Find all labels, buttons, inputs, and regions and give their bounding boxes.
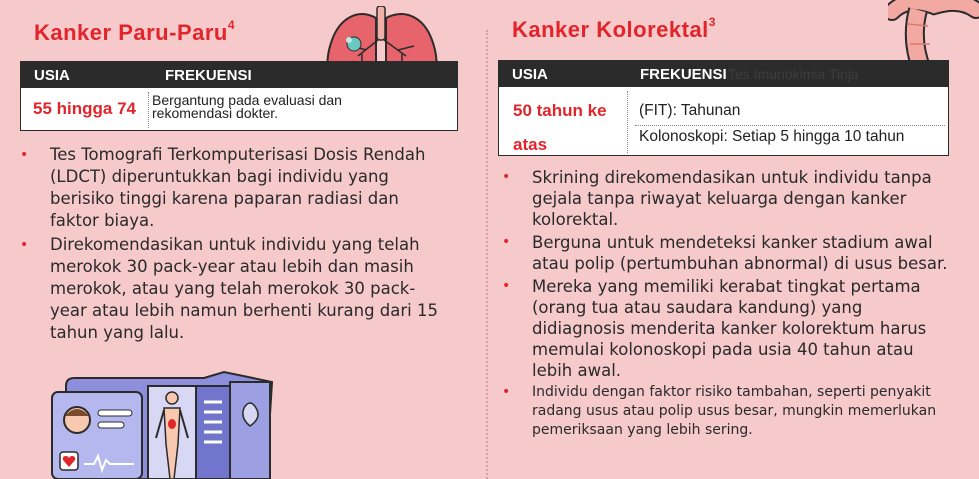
header-extra-text: Tes Imunokimia Tinja <box>728 66 859 82</box>
header-usia: USIA <box>34 67 70 84</box>
frequency-fit: (FIT): Tahunan <box>639 102 741 119</box>
age-cell-line2: atas <box>513 135 548 154</box>
header-frekuensi: FREKUENSI <box>640 66 727 83</box>
lung-table-header <box>20 61 458 87</box>
header-usia: USIA <box>512 66 548 83</box>
list-item: • Skrining direkomendasikan untuk individu tanpa gejala tanpa riwayat keluarga dengan kanker kolorektal. <box>502 167 950 230</box>
colorectal-table-row <box>498 86 949 156</box>
column-divider <box>486 30 488 479</box>
lung-cancer-title: Kanker Paru-Paru$^4$ <box>34 18 236 45</box>
list-item: • Direkomendasikan untuk individu yang telah merokok 30 pack-year atau lebih dan masih merokok, atau yang telah merokok 30 pack-year atau lebih namun berhenti kurang dari 15 tahun yang lalu. <box>20 234 450 344</box>
colorectal-table-header <box>498 60 949 86</box>
header-frekuensi: FREKUENSI <box>165 67 252 84</box>
age-cell: 55 hingga 74 <box>33 99 136 118</box>
colorectal-cancer-title: Kanker Kolorektal$^3$ <box>512 15 716 42</box>
frequency-cell: Bergantung pada evaluasi dan rekomendasi dokter. <box>152 92 342 121</box>
frequency-colonoscopy: Kolonoskopi: Setiap 5 hingga 10 tahun <box>639 128 905 145</box>
list-item: • Berguna untuk mendeteksi kanker stadium awal atau polip (pertumbuhan abnormal) di usus besar. <box>502 232 950 274</box>
list-item: • Tes Tomografi Terkomputerisasi Dosis Rendah (LDCT) diperuntukkan bagi individu yang berisiko tinggi karena paparan radiasi dan faktor biaya. <box>20 144 450 232</box>
list-item: • Individu dengan faktor risiko tambahan, seperti penyakit radang usus atau polip usus besar, mungkin memerlukan pemeriksaan yang lebih sering. <box>502 383 950 440</box>
lung-bullet-list <box>20 144 450 346</box>
medical-brochure-illustration <box>44 368 294 479</box>
colorectal-bullet-list <box>502 167 950 442</box>
list-item: • Mereka yang memiliki kerabat tingkat pertama (orang tua atau saudara kandung) yang didiagnosis menderita kanker kolorektum harus memulai kolonoskopi pada usia 40 tahun atau lebih awal. <box>502 276 950 381</box>
lung-table-row <box>20 87 458 131</box>
age-cell-line1: 50 tahun ke <box>513 101 607 120</box>
